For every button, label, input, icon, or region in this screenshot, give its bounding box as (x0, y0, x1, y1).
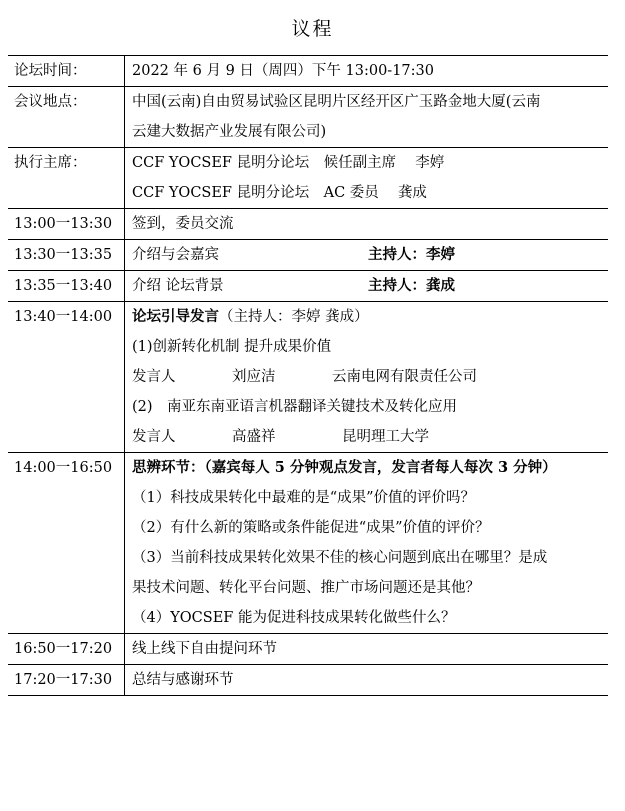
table-row-venue (8, 87, 608, 148)
row-label: 执行主席： (14, 155, 87, 171)
row-time: 16:50一17:20 (14, 641, 113, 657)
row-text: 介绍与会嘉宾 (132, 247, 219, 263)
speaker-role: 发言人 (132, 429, 176, 445)
talk-title: (2) 南亚东南亚语言机器翻译关键技术及转化应用 (132, 399, 458, 415)
row-text: 签到，委员交流 (132, 216, 234, 232)
speaker-role: 发言人 (132, 369, 176, 385)
row-text: 介绍 论坛背景 (132, 278, 224, 294)
debate-heading: 思辨环节：（嘉宾每人 5 分钟观点发言，发言者每人每次 3 分钟） (132, 459, 557, 476)
row-time: 17:20一17:30 (14, 672, 113, 688)
row-time: 14:00一16:50 (14, 460, 113, 476)
debate-question: （1）科技成果转化中最难的是“成果”价值的评价吗？ (132, 490, 476, 506)
debate-question: （3）当前科技成果转化效果不佳的核心问题到底出在哪里？是成 (132, 550, 548, 566)
talk-title: (1)创新转化机制 提升成果价值 (132, 339, 332, 355)
table-row-debate (8, 453, 608, 634)
chair-line: CCF YOCSEF 昆明分论坛 AC 委员 龚成 (132, 185, 427, 201)
table-row-signin (8, 209, 608, 240)
table-row-keynote (8, 302, 608, 453)
table-row-intro-guests (8, 240, 608, 271)
chair-line: CCF YOCSEF 昆明分论坛 候任副主席 李婷 (132, 155, 445, 171)
row-value: 2022 年 6 月 9 日（周四）下午 13:00-17:30 (132, 63, 434, 79)
row-label: 会议地点： (14, 94, 87, 110)
host-label: 主持人：龚成 (368, 277, 455, 294)
page-title: 议程 (291, 18, 334, 40)
speaker-name: 刘应洁 (232, 369, 276, 385)
keynote-heading: 论坛引导发言 (132, 308, 219, 325)
venue-line: 中国(云南)自由贸易试验区昆明片区经开区广玉路金地大厦(云南 (132, 94, 541, 110)
agenda-table (8, 55, 608, 696)
debate-question-cont: 果技术问题、转化平台问题、推广市场问题还是其他？ (132, 580, 480, 596)
row-time: 13:30一13:35 (14, 247, 113, 263)
keynote-heading-note: （主持人：李婷 龚成） (219, 309, 369, 325)
row-label: 论坛时间： (14, 63, 87, 79)
table-row-time (8, 56, 608, 87)
speaker-org: 昆明理工大学 (342, 429, 429, 445)
table-row-chairs (8, 148, 608, 209)
row-text: 线上线下自由提问环节 (132, 641, 277, 657)
row-text: 总结与感谢环节 (132, 672, 234, 688)
debate-question: （2）有什么新的策略或条件能促进“成果”价值的评价？ (132, 520, 490, 536)
venue-line: 云建大数据产业发展有限公司) (132, 124, 327, 140)
row-time: 13:00一13:30 (14, 216, 113, 232)
table-row-qa (8, 634, 608, 665)
table-row-closing (8, 665, 608, 696)
row-time: 13:40一14:00 (14, 309, 113, 325)
row-time: 13:35一13:40 (14, 278, 113, 294)
speaker-org: 云南电网有限责任公司 (332, 369, 477, 385)
debate-question: （4）YOCSEF 能为促进科技成果转化做些什么？ (132, 610, 456, 626)
table-row-intro-background (8, 271, 608, 302)
host-label: 主持人：李婷 (368, 246, 455, 263)
speaker-name: 高盛祥 (232, 429, 276, 445)
